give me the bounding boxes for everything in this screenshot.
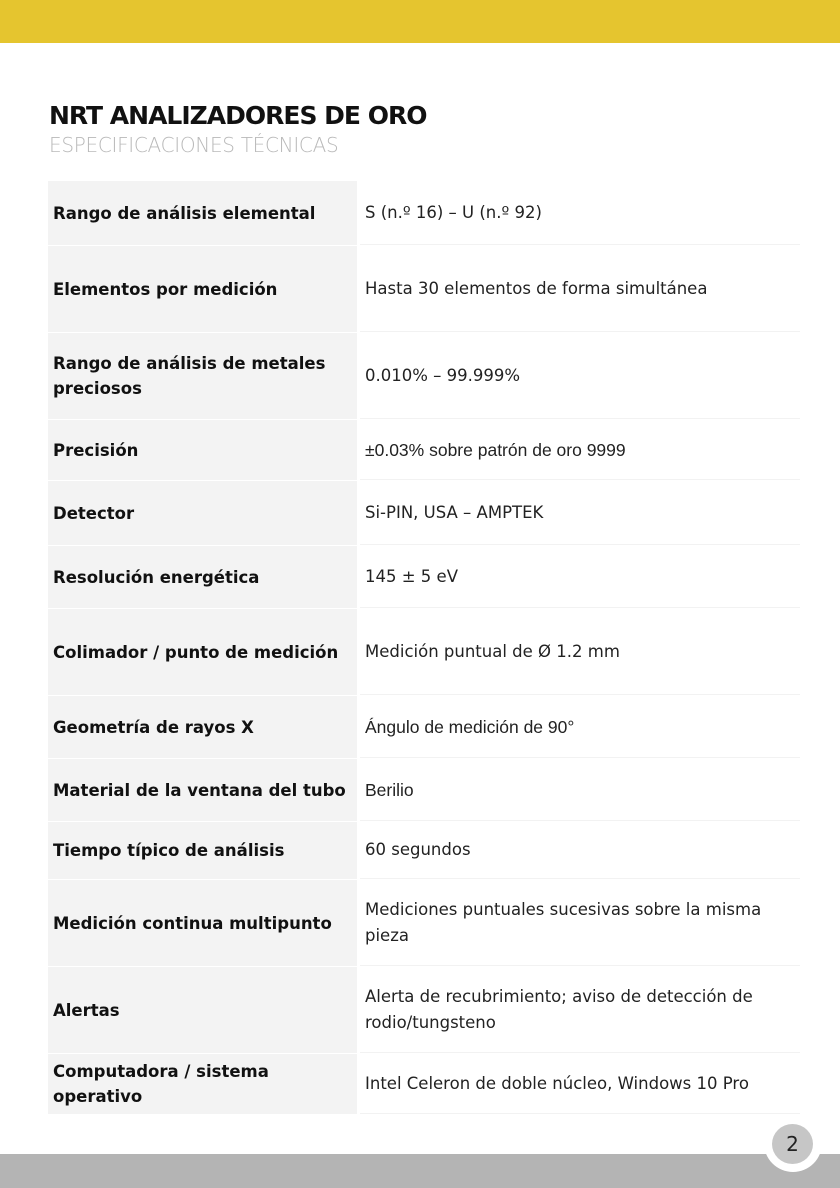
spec-value: Si-PIN, USA – AMPTEK [360,481,800,545]
table-row [48,1054,800,1114]
table-row [48,546,800,608]
spec-value: Mediciones puntuales sucesivas sobre la misma pieza [360,880,800,966]
spec-label: Rango de análisis de metales preciosos [48,333,357,419]
spec-label: Detector [48,481,357,545]
top-accent-bar [0,0,840,43]
spec-value: Intel Celeron de doble núcleo, Windows 10 Pro [360,1054,800,1114]
spec-label: Colimador / punto de medición [48,609,357,695]
spec-value: S (n.º 16) – U (n.º 92) [360,181,800,245]
table-row [48,420,800,480]
table-row [48,759,800,821]
table-row [48,246,800,332]
spec-value: 145 ± 5 eV [360,546,800,608]
page-subtitle: ESPECIFICACIONES TÉCNICAS [49,133,339,157]
table-row [48,696,800,758]
bottom-footer-bar [0,1154,840,1188]
spec-label: Tiempo típico de análisis [48,822,357,879]
table-row [48,481,800,545]
table-row [48,181,800,245]
spec-value: ±0.03% sobre patrón de oro 9999 [360,420,800,480]
table-row [48,822,800,879]
table-row [48,967,800,1053]
spec-value: Hasta 30 elementos de forma simultánea [360,246,800,332]
spec-label: Elementos por medición [48,246,357,332]
spec-value: Alerta de recubrimiento; aviso de detección de rodio/tungsteno [360,967,800,1053]
page-number: 2 [772,1124,813,1164]
spec-value: Medición puntual de Ø 1.2 mm [360,609,800,695]
spec-label: Geometría de rayos X [48,696,357,758]
table-row [48,609,800,695]
spec-label: Computadora / sistema operativo [48,1054,357,1114]
table-row [48,880,800,966]
spec-value: Ángulo de medición de 90° [360,696,800,758]
spec-label: Medición continua multipunto [48,880,357,966]
spec-value: 60 segundos [360,822,800,879]
table-row [48,333,800,419]
page-title: NRT ANALIZADORES DE ORO [49,101,427,130]
spec-label: Precisión [48,420,357,480]
spec-label: Resolución energética [48,546,357,608]
spec-value: 0.010% – 99.999% [360,333,800,419]
spec-label: Material de la ventana del tubo [48,759,357,821]
spec-label: Rango de análisis elemental [48,181,357,245]
spec-label: Alertas [48,967,357,1053]
spec-value: Berilio [360,759,800,821]
